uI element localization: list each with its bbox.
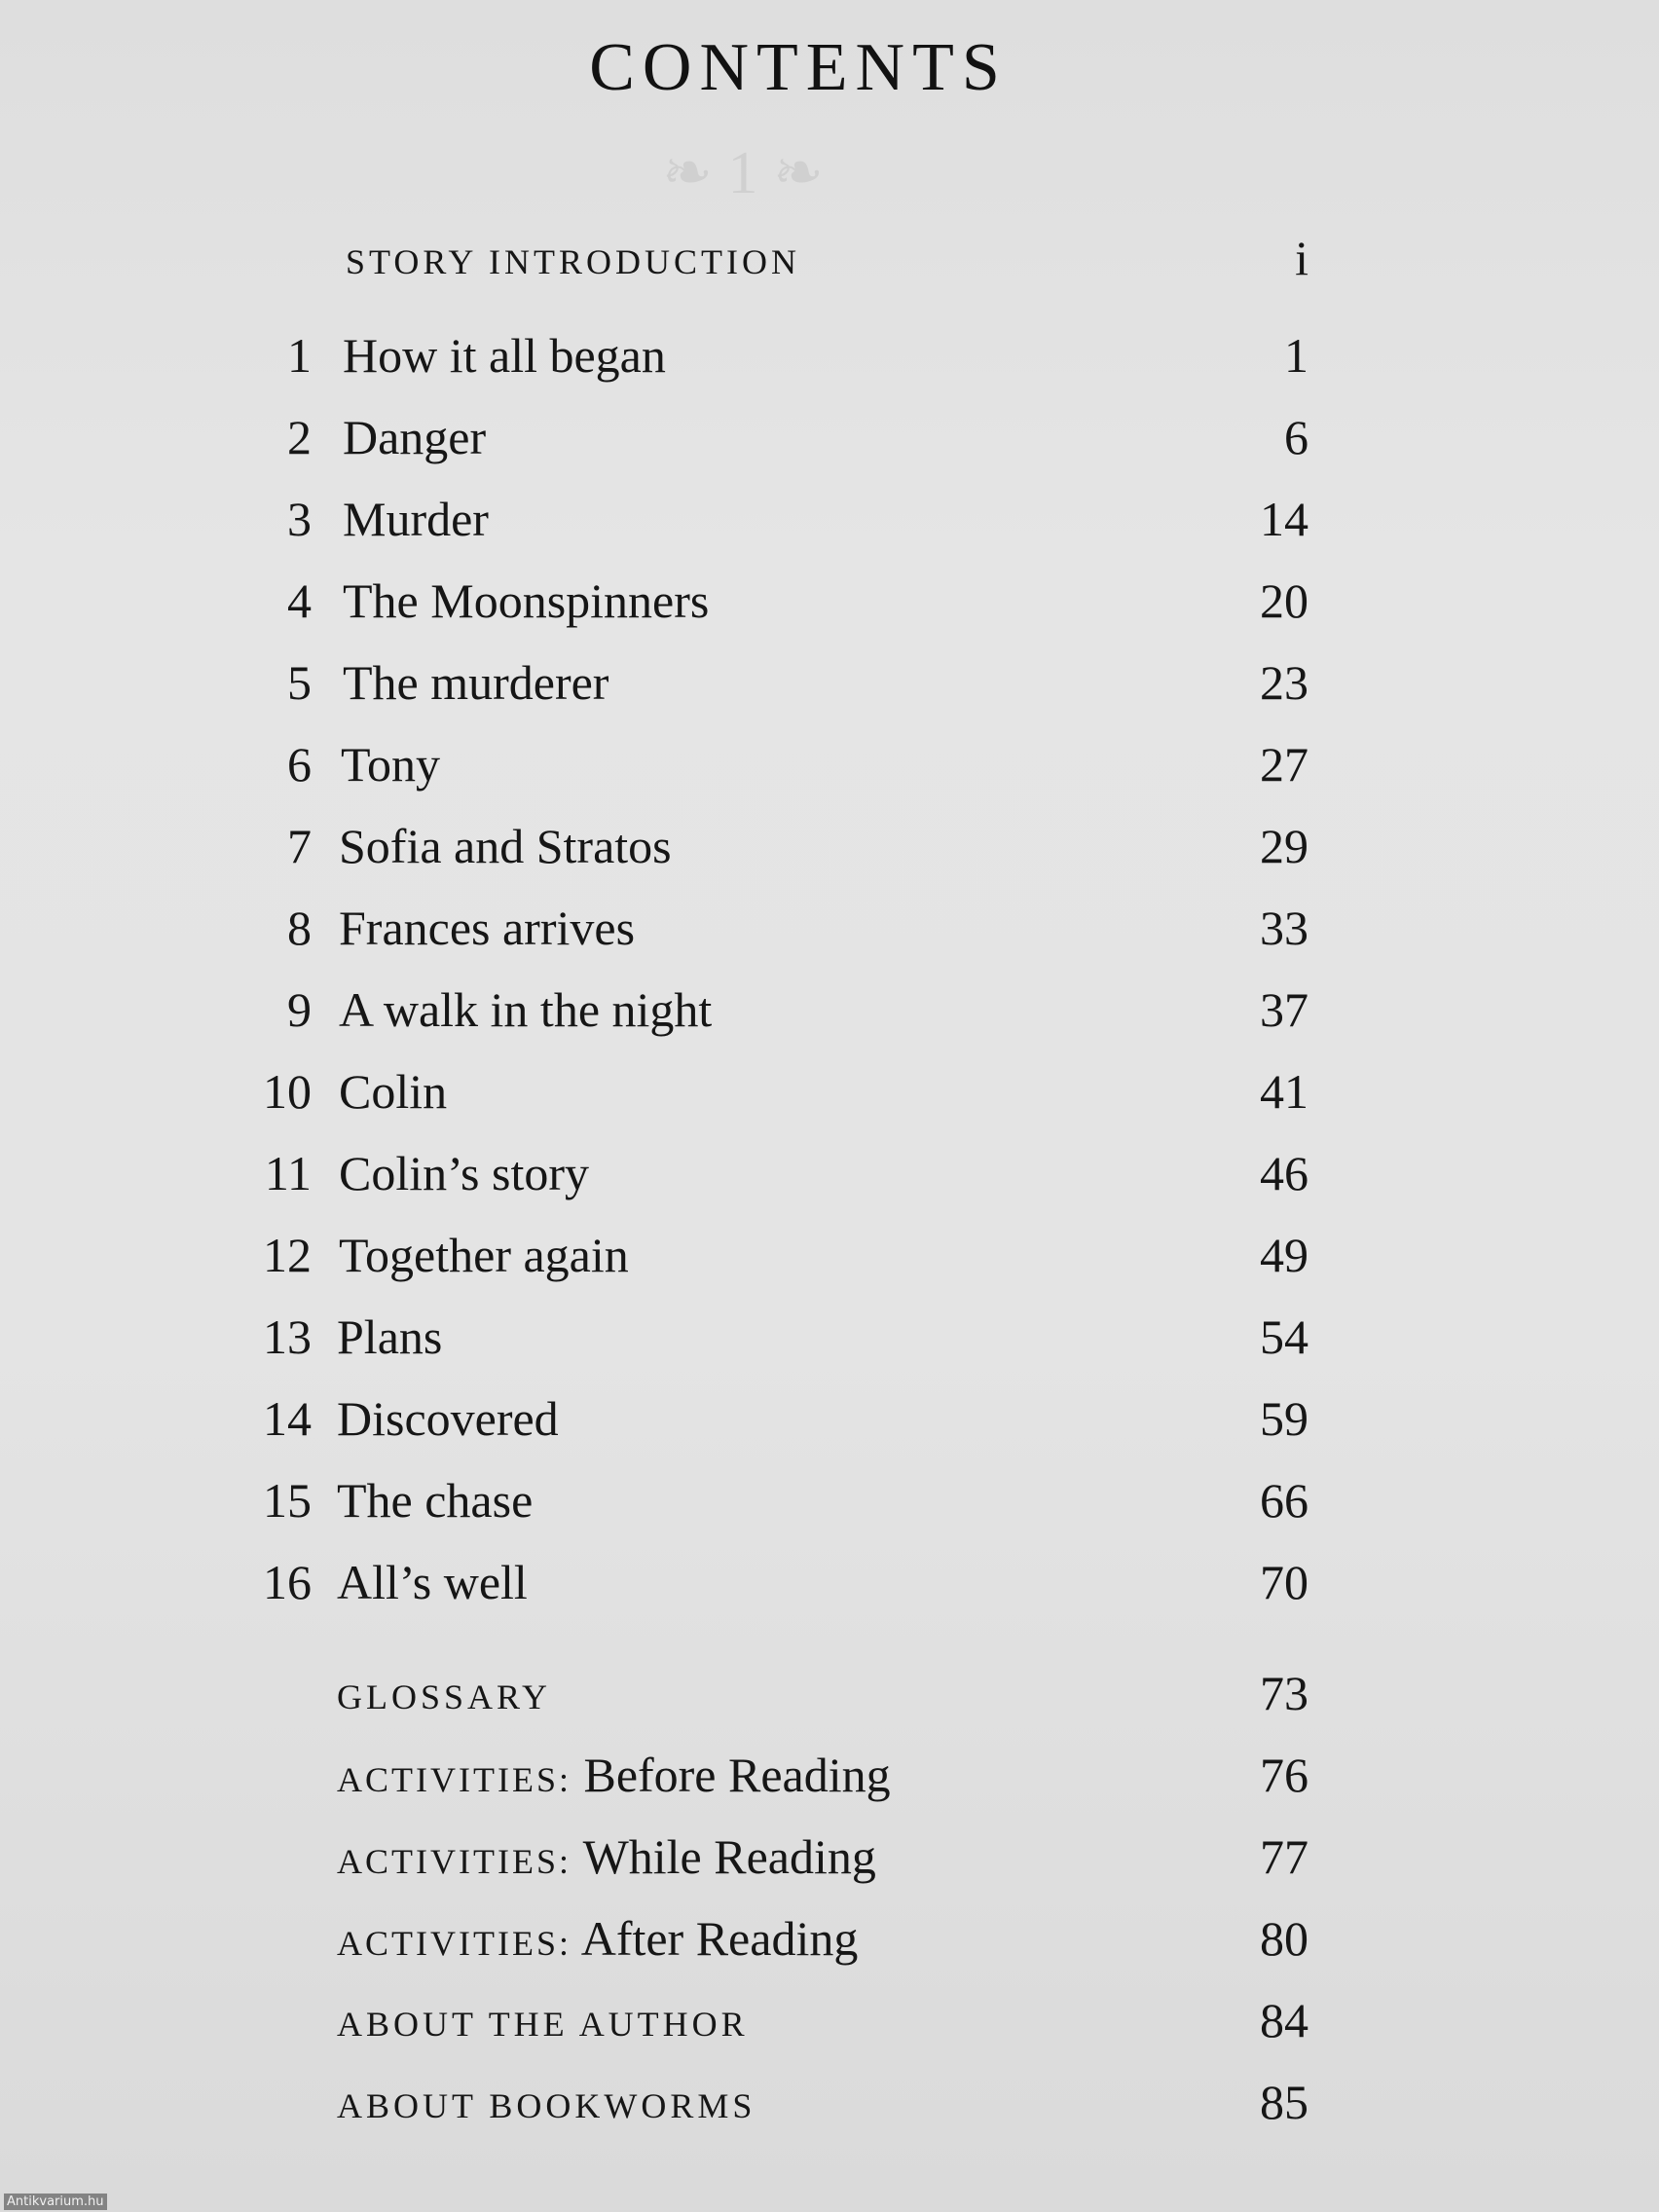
toc-row-activities[interactable]: [0, 1747, 1659, 1815]
chapter-number: 3: [287, 492, 312, 546]
chapter-number: 13: [263, 1309, 312, 1364]
toc-page-number: 46: [1260, 1146, 1309, 1200]
toc-label: [337, 1747, 891, 1803]
toc-page-number: 76: [1260, 1748, 1309, 1802]
toc-row-about-bookworms[interactable]: [0, 2074, 1659, 2142]
toc-page-number: 70: [1260, 1555, 1309, 1609]
activities-prefix: ACTIVITIES:: [337, 1760, 571, 1799]
toc-row-chapter[interactable]: [0, 1472, 1659, 1540]
activities-title: Before Reading: [583, 1748, 891, 1802]
toc-page-number: 85: [1260, 2075, 1309, 2129]
toc-page-number: 73: [1260, 1666, 1309, 1720]
chapter-number: 1: [287, 328, 312, 383]
toc-row-chapter[interactable]: [0, 572, 1659, 641]
chapter-title: Danger: [343, 410, 487, 464]
toc-row-chapter[interactable]: [0, 1227, 1659, 1295]
toc-row-chapter[interactable]: [0, 327, 1659, 395]
toc-page-number: 59: [1260, 1391, 1309, 1446]
page-title: CONTENTS: [589, 30, 1008, 105]
toc-label: [337, 1828, 876, 1885]
chapter-title: How it all began: [343, 328, 666, 383]
activities-prefix: ACTIVITIES:: [337, 1842, 571, 1881]
toc-label: [337, 1910, 858, 1967]
toc-row-chapter[interactable]: [0, 409, 1659, 477]
chapter-title: The chase: [337, 1473, 534, 1528]
chapter-number: 14: [263, 1391, 312, 1446]
activities-prefix: ACTIVITIES:: [337, 1924, 571, 1963]
chapter-number: 12: [263, 1228, 312, 1282]
activities-title: While Reading: [582, 1829, 876, 1884]
toc-label: STORY INTRODUCTION: [346, 242, 801, 281]
toc-row-chapter[interactable]: [0, 654, 1659, 722]
activities-title: After Reading: [580, 1911, 859, 1966]
chapter-title: Colin’s story: [339, 1146, 589, 1200]
chapter-number: 4: [287, 573, 312, 628]
chapter-title: The murderer: [343, 655, 609, 710]
toc-page-number: 27: [1260, 737, 1309, 792]
toc-page-number: 49: [1260, 1228, 1309, 1282]
chapter-title: A walk in the night: [339, 982, 713, 1037]
toc-page-number: 1: [1284, 328, 1309, 383]
chapter-title: Murder: [343, 492, 489, 546]
chapter-title: The Moonspinners: [343, 573, 710, 628]
toc-row-chapter[interactable]: [0, 900, 1659, 968]
chapter-number: 5: [287, 655, 312, 710]
toc-row-activities[interactable]: [0, 1910, 1659, 1978]
chapter-title: Sofia and Stratos: [339, 819, 672, 873]
toc-page-number: 6: [1284, 410, 1309, 464]
toc-label: ABOUT BOOKWORMS: [337, 2086, 756, 2125]
chapter-title: Discovered: [337, 1391, 559, 1446]
toc-row-chapter[interactable]: [0, 818, 1659, 886]
toc-row-chapter[interactable]: [0, 736, 1659, 804]
toc-row-chapter[interactable]: [0, 491, 1659, 559]
toc-page-number: 20: [1260, 573, 1309, 628]
toc-row-activities[interactable]: [0, 1828, 1659, 1897]
chapter-title: Tony: [341, 737, 441, 792]
toc-page-number: 41: [1260, 1064, 1309, 1119]
toc-page-number: 54: [1260, 1309, 1309, 1364]
toc-row-chapter[interactable]: [0, 1554, 1659, 1622]
toc-page-number: 23: [1260, 655, 1309, 710]
toc-row-about-author[interactable]: [0, 1992, 1659, 2060]
chapter-number: 7: [287, 819, 312, 873]
chapter-title: Frances arrives: [339, 901, 636, 955]
toc-page-number: 66: [1260, 1473, 1309, 1528]
chapter-title: Plans: [337, 1309, 443, 1364]
toc-page-number: 33: [1260, 901, 1309, 955]
bleed-chapter-ornament: ❧ 1 ❧: [662, 140, 824, 206]
toc-page-number: 37: [1260, 982, 1309, 1037]
toc-page-number: 77: [1260, 1829, 1309, 1884]
toc-page-number: 84: [1260, 1993, 1309, 2047]
toc-page-number: 29: [1260, 819, 1309, 873]
toc-row-chapter[interactable]: [0, 981, 1659, 1050]
chapter-number: 16: [263, 1555, 312, 1609]
chapter-number: 8: [287, 901, 312, 955]
toc-label: GLOSSARY: [337, 1677, 552, 1716]
toc-row-glossary[interactable]: [0, 1665, 1659, 1733]
toc-row-chapter[interactable]: [0, 1390, 1659, 1458]
toc-page-number: 80: [1260, 1911, 1309, 1966]
toc-row-chapter[interactable]: [0, 1145, 1659, 1213]
chapter-title: Together again: [339, 1228, 629, 1282]
chapter-number: 15: [263, 1473, 312, 1528]
chapter-number: 11: [264, 1146, 312, 1200]
toc-label: ABOUT THE AUTHOR: [337, 2005, 749, 2044]
toc-row-chapter[interactable]: [0, 1309, 1659, 1377]
chapter-number: 10: [263, 1064, 312, 1119]
chapter-title: All’s well: [337, 1555, 528, 1609]
toc-row-chapter[interactable]: [0, 1063, 1659, 1131]
toc-row-intro[interactable]: [0, 230, 1659, 298]
toc-page-number: i: [1295, 231, 1309, 285]
chapter-number: 9: [287, 982, 312, 1037]
chapter-title: Colin: [339, 1064, 448, 1119]
watermark-text: Antikvarium.hu: [4, 2194, 107, 2210]
chapter-number: 6: [287, 737, 312, 792]
toc-page-number: 14: [1260, 492, 1309, 546]
chapter-number: 2: [287, 410, 312, 464]
